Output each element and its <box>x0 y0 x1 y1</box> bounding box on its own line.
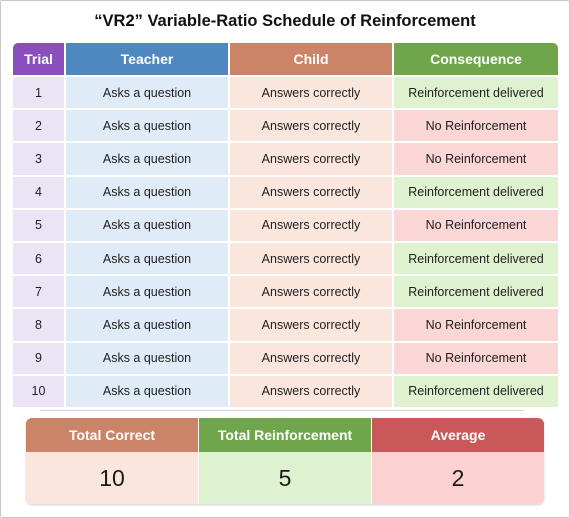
child-response-cell: Answers correctly <box>230 210 392 241</box>
total-reinforcement-label: Total Reinforcement <box>199 418 371 452</box>
trial-cell: 7 <box>13 276 64 307</box>
consequence-cell: No Reinforcement <box>394 110 558 141</box>
consequence-cell: Reinforcement delivered <box>394 243 558 274</box>
child-response-cell: Answers correctly <box>230 143 392 174</box>
average-value: 2 <box>372 452 544 504</box>
total-correct-box <box>26 418 198 504</box>
consequence-cell: Reinforcement delivered <box>394 276 558 307</box>
teacher-action-cell: Asks a question <box>66 110 228 141</box>
trial-cell: 4 <box>13 177 64 208</box>
total-correct-label: Total Correct <box>26 418 198 452</box>
teacher-action-cell: Asks a question <box>66 309 228 340</box>
trial-cell: 1 <box>13 77 64 108</box>
column-header-child: Child <box>230 43 392 75</box>
child-response-cell: Answers correctly <box>230 376 392 407</box>
consequence-cell: No Reinforcement <box>394 309 558 340</box>
child-response-cell: Answers correctly <box>230 110 392 141</box>
teacher-action-cell: Asks a question <box>66 343 228 374</box>
teacher-action-cell: Asks a question <box>66 376 228 407</box>
page-title: “VR2” Variable-Ratio Schedule of Reinforcement <box>94 12 476 30</box>
child-response-cell: Answers correctly <box>230 177 392 208</box>
section-divider <box>40 410 524 411</box>
consequence-cell: Reinforcement delivered <box>394 376 558 407</box>
total-correct-value: 10 <box>26 452 198 504</box>
trial-cell: 8 <box>13 309 64 340</box>
teacher-action-cell: Asks a question <box>66 210 228 241</box>
trial-cell: 3 <box>13 143 64 174</box>
teacher-action-cell: Asks a question <box>66 143 228 174</box>
average-label: Average <box>372 418 544 452</box>
teacher-action-cell: Asks a question <box>66 243 228 274</box>
trial-cell: 10 <box>13 376 64 407</box>
total-reinforcement-value: 5 <box>199 452 371 504</box>
child-response-cell: Answers correctly <box>230 77 392 108</box>
column-header-consequence: Consequence <box>394 43 558 75</box>
trial-cell: 6 <box>13 243 64 274</box>
totals-panel <box>26 418 544 504</box>
trial-cell: 9 <box>13 343 64 374</box>
teacher-action-cell: Asks a question <box>66 276 228 307</box>
consequence-cell: No Reinforcement <box>394 143 558 174</box>
column-header-trial: Trial <box>13 43 64 75</box>
child-response-cell: Answers correctly <box>230 343 392 374</box>
trial-cell: 2 <box>13 110 64 141</box>
column-header-teacher: Teacher <box>66 43 228 75</box>
child-response-cell: Answers correctly <box>230 276 392 307</box>
consequence-cell: Reinforcement delivered <box>394 177 558 208</box>
consequence-cell: No Reinforcement <box>394 210 558 241</box>
consequence-cell: Reinforcement delivered <box>394 77 558 108</box>
child-response-cell: Answers correctly <box>230 309 392 340</box>
average-box <box>372 418 544 504</box>
teacher-action-cell: Asks a question <box>66 177 228 208</box>
teacher-action-cell: Asks a question <box>66 77 228 108</box>
consequence-cell: No Reinforcement <box>394 343 558 374</box>
total-reinforcement-box <box>199 418 371 504</box>
trial-cell: 5 <box>13 210 64 241</box>
schedule-table <box>13 43 558 407</box>
child-response-cell: Answers correctly <box>230 243 392 274</box>
